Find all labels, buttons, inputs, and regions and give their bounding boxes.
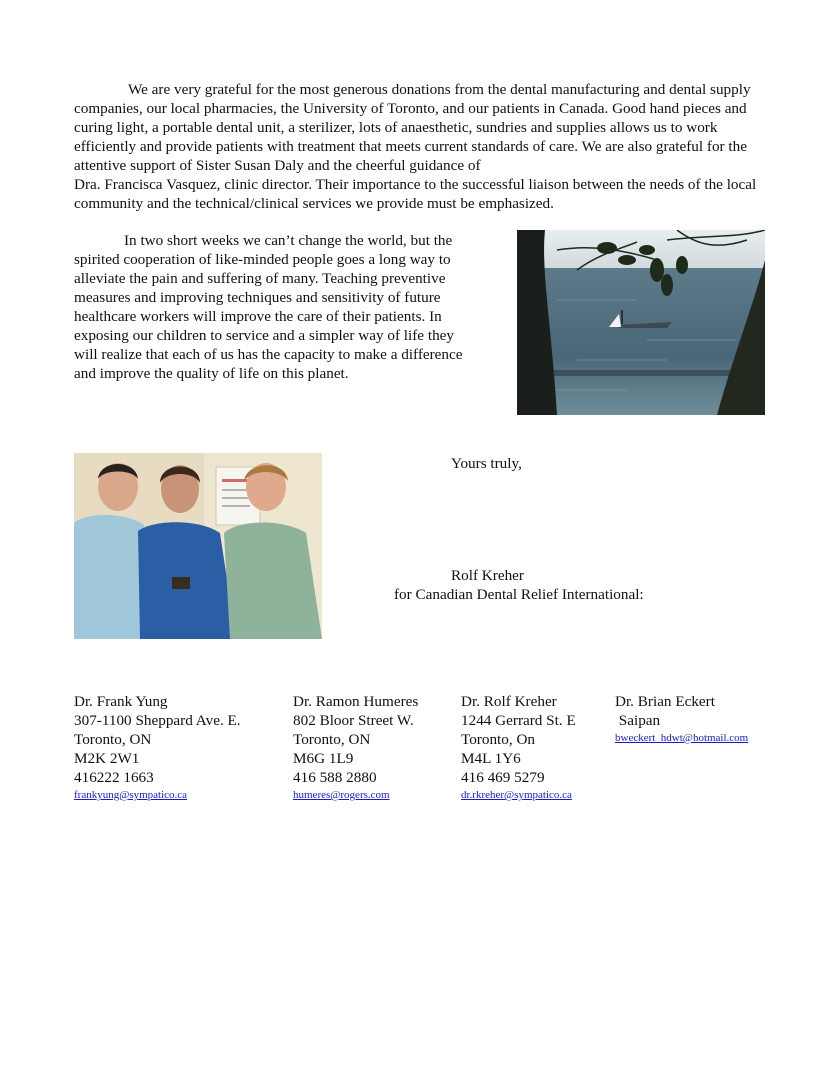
closing-text: Yours truly,: [451, 455, 522, 472]
contact-name: Dr. Frank Yung: [74, 693, 168, 710]
contact-city: Toronto, ON: [293, 731, 371, 748]
contact-name: Dr. Brian Eckert: [615, 693, 715, 710]
paragraph-line: and improve the quality of life on this planet.: [74, 365, 349, 382]
contact-address: 802 Bloor Street W.: [293, 712, 414, 729]
contact-phone: 416 469 5279: [461, 769, 545, 786]
paragraph-line: spirited cooperation of like-minded people goes a long way to: [74, 251, 451, 268]
dentists-team-photo: [74, 453, 322, 639]
paragraph-line: measures and improving techniques and sensitivity of future: [74, 289, 441, 306]
sea-boat-photo: [517, 230, 765, 415]
contact-city: Toronto, ON: [74, 731, 152, 748]
paragraph-line: will realize that each of us has the capacity to make a difference: [74, 346, 463, 363]
contact-email-link[interactable]: bweckert_hdwt@hotmail.com: [615, 732, 749, 744]
contact-email-link[interactable]: humeres@rogers.com: [293, 789, 390, 801]
contact-rolf-kreher: [461, 692, 576, 804]
contact-email-link[interactable]: frankyung@sympatico.ca: [74, 789, 188, 801]
paragraph-change-world: [74, 231, 504, 383]
paragraph-line: exposing our children to service and a simpler way of life they: [74, 327, 454, 344]
paragraph-line: alleviate the pain and suffering of many. Teaching preventive: [74, 270, 446, 287]
paragraph-text: supply companies, our local pharmacies, the University of Toronto, and our patients in Canada. Good hand pieces and curing light, a portable dental unit, a sterilizer, lots of anaesthetic, sundries and supplies allows us to work efficiently and provide patients with treatment that meets current standards of care. We are also grateful for the attentive support of Sister Susan Daly and the cheerful guidance of: [74, 81, 751, 174]
paragraph-line: In two short weeks we can’t change the world, but the: [124, 232, 453, 249]
contact-email-link[interactable]: dr.rkreher@sympatico.ca: [461, 789, 572, 801]
paragraph-text: We are very grateful for the most generous donations from the dental manufacturing and dental: [128, 81, 707, 98]
paragraph-text: Dra. Francisca Vasquez, clinic director. Their importance to the successful liaison between the needs of the local community and the technical/clinical services we provide must be emphasized.: [74, 176, 757, 212]
contact-brian-eckert: [615, 692, 748, 747]
contact-address: 1244 Gerrard St. E: [461, 712, 576, 729]
contact-ramon-humeres: [293, 692, 418, 804]
contact-postal-code: M2K 2W1: [74, 750, 140, 767]
signer-name: Rolf Kreher: [451, 567, 524, 584]
contact-postal-code: M6G 1L9: [293, 750, 354, 767]
contact-phone: 416 588 2880: [293, 769, 377, 786]
contact-phone: 416222 1663: [74, 769, 154, 786]
contact-address: 307-1100 Sheppard Ave. E.: [74, 712, 241, 729]
paragraph-line: healthcare workers will improve the care of their patients. In: [74, 308, 442, 325]
contact-city: Toronto, On: [461, 731, 536, 748]
contact-name: Dr. Rolf Kreher: [461, 693, 557, 710]
contact-location: Saipan: [615, 712, 661, 729]
signer-organization: for Canadian Dental Relief International:: [394, 586, 644, 603]
paragraph-donations: [74, 80, 774, 213]
contact-frank-yung: [74, 692, 241, 804]
contact-name: Dr. Ramon Humeres: [293, 693, 419, 710]
contact-postal-code: M4L 1Y6: [461, 750, 521, 767]
